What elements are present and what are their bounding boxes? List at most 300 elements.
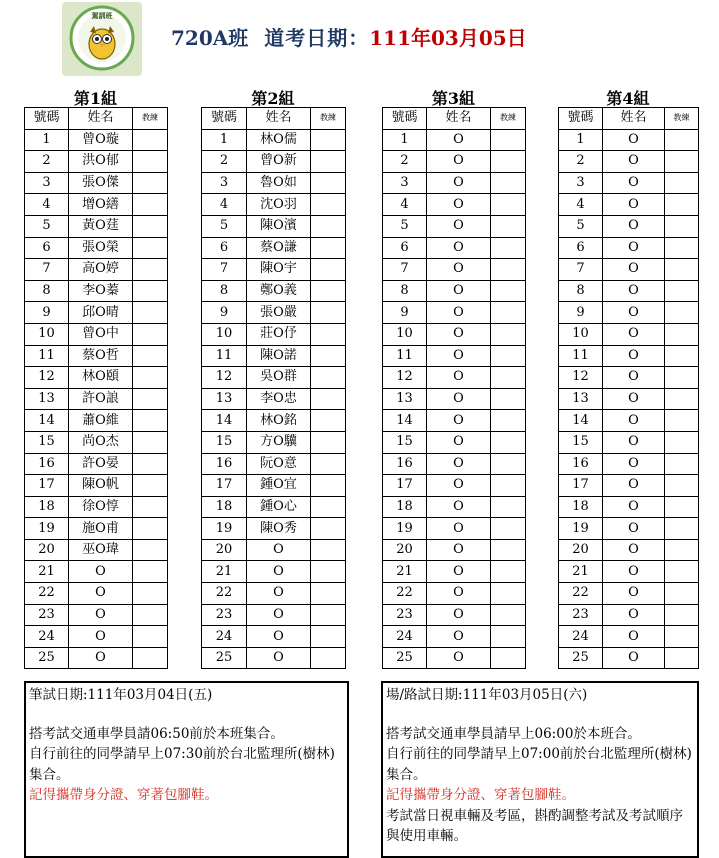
row-number: 16 <box>202 453 247 475</box>
row-number: 15 <box>202 431 247 453</box>
instructor-cell <box>491 280 526 302</box>
student-name: O <box>603 194 665 216</box>
student-name: 許O誏 <box>69 388 133 410</box>
student-name: O <box>427 626 491 648</box>
row-number: 11 <box>202 345 247 367</box>
student-name: O <box>603 345 665 367</box>
table-row <box>383 367 526 389</box>
row-number: 5 <box>202 215 247 237</box>
table-row <box>559 367 699 389</box>
table-row <box>559 453 699 475</box>
student-name: 尚O杰 <box>69 431 133 453</box>
row-number: 12 <box>202 367 247 389</box>
student-name: O <box>603 237 665 259</box>
student-name: O <box>427 496 491 518</box>
row-number: 8 <box>25 280 69 302</box>
road-exam-notice <box>381 681 699 858</box>
instructor-cell <box>311 518 346 540</box>
instructor-cell <box>665 453 699 475</box>
student-name: 黃O莛 <box>69 215 133 237</box>
table-row <box>25 604 168 626</box>
row-number: 7 <box>383 259 427 281</box>
instructor-cell <box>133 237 168 259</box>
row-number: 2 <box>383 151 427 173</box>
table-row <box>25 172 168 194</box>
school-logo <box>62 2 142 76</box>
table-row <box>25 345 168 367</box>
instructor-cell <box>133 215 168 237</box>
instructor-cell <box>491 388 526 410</box>
instructor-cell <box>665 583 699 605</box>
student-name: O <box>603 626 665 648</box>
row-number: 7 <box>559 259 603 281</box>
student-name: 蕭O維 <box>69 410 133 432</box>
row-number: 25 <box>25 647 69 669</box>
row-number: 15 <box>25 431 69 453</box>
instructor-cell <box>133 345 168 367</box>
group-title: 第2組 <box>251 89 295 108</box>
row-number: 3 <box>383 172 427 194</box>
table-row <box>25 561 168 583</box>
row-number: 24 <box>383 626 427 648</box>
student-name: 洪O郁 <box>69 151 133 173</box>
table-row <box>559 388 699 410</box>
row-number: 20 <box>25 539 69 561</box>
written-exam-notice <box>24 681 349 858</box>
student-name: O <box>247 626 311 648</box>
table-row <box>559 323 699 345</box>
row-number: 21 <box>559 561 603 583</box>
row-number: 23 <box>202 604 247 626</box>
student-name: 曾O新 <box>247 151 311 173</box>
row-number: 16 <box>25 453 69 475</box>
row-number: 7 <box>202 259 247 281</box>
row-number: 3 <box>202 172 247 194</box>
instructor-cell <box>491 583 526 605</box>
table-row <box>202 323 346 345</box>
instructor-cell <box>311 345 346 367</box>
column-header-name: 姓名 <box>247 108 311 130</box>
student-name: O <box>603 496 665 518</box>
instructor-cell <box>665 302 699 324</box>
row-number: 9 <box>25 302 69 324</box>
group-title: 第1組 <box>73 89 118 108</box>
instructor-cell <box>491 518 526 540</box>
row-number: 21 <box>383 561 427 583</box>
student-name: 林O儒 <box>247 129 311 151</box>
table-row <box>383 302 526 324</box>
student-name: O <box>603 302 665 324</box>
student-name: 蔡O哲 <box>69 345 133 367</box>
student-name: 陳O濱 <box>247 215 311 237</box>
table-row <box>383 323 526 345</box>
row-number: 13 <box>202 388 247 410</box>
instructor-cell <box>311 496 346 518</box>
instructor-cell <box>133 367 168 389</box>
instructor-cell <box>665 194 699 216</box>
student-name: O <box>603 561 665 583</box>
row-number: 12 <box>383 367 427 389</box>
table-row <box>25 626 168 648</box>
column-header-number: 號碼 <box>559 108 603 130</box>
student-name: 施O甫 <box>69 518 133 540</box>
instructor-cell <box>491 604 526 626</box>
student-name: 阮O意 <box>247 453 311 475</box>
table-row <box>383 475 526 497</box>
column-header-number: 號碼 <box>202 108 247 130</box>
table-row <box>383 129 526 151</box>
student-name: O <box>247 583 311 605</box>
table-row <box>25 129 168 151</box>
student-name: 吳O群 <box>247 367 311 389</box>
row-number: 1 <box>383 129 427 151</box>
student-name: O <box>427 453 491 475</box>
table-row <box>383 431 526 453</box>
instructor-cell <box>133 626 168 648</box>
row-number: 15 <box>559 431 603 453</box>
student-name: O <box>69 583 133 605</box>
table-row <box>383 604 526 626</box>
row-number: 20 <box>202 539 247 561</box>
table-row <box>383 647 526 669</box>
student-name: O <box>69 561 133 583</box>
owl-logo-icon <box>62 2 142 76</box>
table-row <box>25 453 168 475</box>
instructor-cell <box>311 431 346 453</box>
road-self-travel-instruction: 自行前往的同學請早上07:00前於台北監理所(樹林)集合。 <box>386 746 692 783</box>
row-number: 10 <box>25 323 69 345</box>
table-row <box>202 172 346 194</box>
table-row <box>202 215 346 237</box>
instructor-cell <box>133 431 168 453</box>
instructor-cell <box>311 647 346 669</box>
instructor-cell <box>491 626 526 648</box>
row-number: 14 <box>559 410 603 432</box>
column-header-number: 號碼 <box>383 108 427 130</box>
table-row <box>559 237 699 259</box>
instructor-cell <box>665 496 699 518</box>
table-row <box>25 367 168 389</box>
student-name: O <box>247 539 311 561</box>
instructor-cell <box>311 453 346 475</box>
row-number: 9 <box>559 302 603 324</box>
row-number: 6 <box>559 237 603 259</box>
row-number: 17 <box>25 475 69 497</box>
instructor-cell <box>133 172 168 194</box>
road-reminder: 記得攜帶身分證、穿著包腳鞋。 <box>386 787 575 803</box>
student-name: 陳O帆 <box>69 475 133 497</box>
table-row <box>383 496 526 518</box>
student-name: O <box>427 410 491 432</box>
instructor-cell <box>311 237 346 259</box>
table-row <box>559 259 699 281</box>
student-name: O <box>427 475 491 497</box>
student-name: O <box>247 604 311 626</box>
student-name: 林O頤 <box>69 367 133 389</box>
table-row <box>383 453 526 475</box>
instructor-cell <box>665 475 699 497</box>
student-name: 高O婷 <box>69 259 133 281</box>
student-name: O <box>427 367 491 389</box>
row-number: 20 <box>383 539 427 561</box>
row-number: 18 <box>383 496 427 518</box>
row-number: 11 <box>383 345 427 367</box>
table-row <box>25 475 168 497</box>
table-row <box>559 194 699 216</box>
table-row <box>202 496 346 518</box>
student-name: O <box>603 453 665 475</box>
row-number: 25 <box>383 647 427 669</box>
instructor-cell <box>133 453 168 475</box>
table-row <box>383 172 526 194</box>
student-name: O <box>427 583 491 605</box>
instructor-cell <box>133 647 168 669</box>
row-number: 22 <box>202 583 247 605</box>
instructor-cell <box>665 345 699 367</box>
instructor-cell <box>491 302 526 324</box>
student-name: 張O嚴 <box>247 302 311 324</box>
table-row <box>202 388 346 410</box>
column-header-instructor: 教練 <box>133 108 168 130</box>
table-row <box>559 647 699 669</box>
row-number: 24 <box>25 626 69 648</box>
student-name: O <box>603 172 665 194</box>
student-name: O <box>603 410 665 432</box>
instructor-cell <box>133 475 168 497</box>
instructor-cell <box>491 151 526 173</box>
table-row <box>202 237 346 259</box>
row-number: 5 <box>559 215 603 237</box>
row-number: 2 <box>202 151 247 173</box>
roster-table <box>24 107 168 669</box>
instructor-cell <box>491 496 526 518</box>
student-name: O <box>427 259 491 281</box>
student-name: O <box>603 215 665 237</box>
instructor-cell <box>665 129 699 151</box>
student-name: 許O晏 <box>69 453 133 475</box>
column-header-instructor: 教練 <box>311 108 346 130</box>
instructor-cell <box>491 367 526 389</box>
table-row <box>383 237 526 259</box>
instructor-cell <box>665 323 699 345</box>
student-name: O <box>69 626 133 648</box>
instructor-cell <box>311 539 346 561</box>
table-row <box>383 215 526 237</box>
exam-date-label: 道考日期： <box>264 26 370 50</box>
instructor-cell <box>311 583 346 605</box>
instructor-cell <box>133 604 168 626</box>
instructor-cell <box>491 345 526 367</box>
table-row <box>383 194 526 216</box>
table-row <box>202 345 346 367</box>
row-number: 12 <box>559 367 603 389</box>
written-bus-instruction: 搭考試交通車學員請06:50前於本班集合。 <box>29 725 284 742</box>
instructor-cell <box>491 453 526 475</box>
row-number: 2 <box>559 151 603 173</box>
table-row <box>202 453 346 475</box>
row-number: 19 <box>202 518 247 540</box>
table-header-row <box>383 108 526 130</box>
instructor-cell <box>491 647 526 669</box>
student-name: O <box>427 604 491 626</box>
table-row <box>25 280 168 302</box>
instructor-cell <box>133 129 168 151</box>
instructor-cell <box>665 518 699 540</box>
page-title <box>171 22 527 51</box>
table-row <box>25 388 168 410</box>
group-title: 第3組 <box>431 89 476 108</box>
table-row <box>559 561 699 583</box>
table-row <box>202 367 346 389</box>
row-number: 20 <box>559 539 603 561</box>
table-row <box>559 345 699 367</box>
instructor-cell <box>665 388 699 410</box>
road-extra-note: 考試當日視車輛及考區，斟酌調整考試及考試順序與使用車輛。 <box>386 807 683 844</box>
student-name: 曾O璇 <box>69 129 133 151</box>
student-name: O <box>603 280 665 302</box>
instructor-cell <box>133 194 168 216</box>
column-header-name: 姓名 <box>603 108 665 130</box>
row-number: 14 <box>202 410 247 432</box>
instructor-cell <box>133 518 168 540</box>
student-name: 鍾O心 <box>247 496 311 518</box>
row-number: 15 <box>383 431 427 453</box>
student-name: 巫O瑋 <box>69 539 133 561</box>
table-row <box>202 626 346 648</box>
row-number: 3 <box>25 172 69 194</box>
table-row <box>559 475 699 497</box>
instructor-cell <box>133 259 168 281</box>
row-number: 8 <box>559 280 603 302</box>
instructor-cell <box>491 431 526 453</box>
row-number: 17 <box>559 475 603 497</box>
table-row <box>25 518 168 540</box>
student-name: O <box>427 237 491 259</box>
instructor-cell <box>311 151 346 173</box>
row-number: 23 <box>383 604 427 626</box>
instructor-cell <box>665 561 699 583</box>
instructor-cell <box>133 496 168 518</box>
table-row <box>559 626 699 648</box>
row-number: 10 <box>559 323 603 345</box>
student-name: 李O蓁 <box>69 280 133 302</box>
instructor-cell <box>665 259 699 281</box>
row-number: 14 <box>25 410 69 432</box>
instructor-cell <box>491 237 526 259</box>
row-number: 2 <box>25 151 69 173</box>
student-name: O <box>427 518 491 540</box>
student-name: 林O銘 <box>247 410 311 432</box>
instructor-cell <box>133 539 168 561</box>
table-header-row <box>559 108 699 130</box>
table-row <box>202 583 346 605</box>
table-row <box>202 302 346 324</box>
table-row <box>559 302 699 324</box>
row-number: 21 <box>25 561 69 583</box>
instructor-cell <box>311 626 346 648</box>
road-bus-instruction: 搭考試交通車學員請早上06:00於本班合。 <box>386 725 641 742</box>
student-name: O <box>427 302 491 324</box>
instructor-cell <box>311 388 346 410</box>
table-row <box>202 475 346 497</box>
row-number: 4 <box>559 194 603 216</box>
row-number: 8 <box>202 280 247 302</box>
row-number: 22 <box>25 583 69 605</box>
instructor-cell <box>133 302 168 324</box>
table-row <box>383 583 526 605</box>
table-row <box>383 151 526 173</box>
row-number: 24 <box>202 626 247 648</box>
table-row <box>383 280 526 302</box>
row-number: 6 <box>25 237 69 259</box>
row-number: 4 <box>25 194 69 216</box>
svg-text:駕訓班: 駕訓班 <box>91 12 113 20</box>
class-name: 720A班 <box>171 26 249 50</box>
row-number: 25 <box>559 647 603 669</box>
row-number: 6 <box>202 237 247 259</box>
row-number: 19 <box>383 518 427 540</box>
table-row <box>25 583 168 605</box>
student-name: O <box>69 647 133 669</box>
table-row <box>383 518 526 540</box>
table-row <box>25 259 168 281</box>
table-row <box>25 215 168 237</box>
row-number: 5 <box>383 215 427 237</box>
instructor-cell <box>133 151 168 173</box>
roster-table <box>558 107 699 669</box>
row-number: 17 <box>383 475 427 497</box>
table-row <box>559 280 699 302</box>
instructor-cell <box>665 367 699 389</box>
table-row <box>25 151 168 173</box>
instructor-cell <box>491 410 526 432</box>
row-number: 13 <box>383 388 427 410</box>
row-number: 22 <box>383 583 427 605</box>
row-number: 23 <box>559 604 603 626</box>
written-self-travel-instruction: 自行前往的同學請早上07:30前於台北監理所(樹林)集合。 <box>29 746 335 783</box>
student-name: O <box>427 539 491 561</box>
student-name: O <box>427 280 491 302</box>
student-name: O <box>427 215 491 237</box>
instructor-cell <box>665 151 699 173</box>
table-header-row <box>202 108 346 130</box>
instructor-cell <box>665 647 699 669</box>
student-name: 李O忠 <box>247 388 311 410</box>
student-name: O <box>247 647 311 669</box>
instructor-cell <box>133 388 168 410</box>
exam-date-value: 111年03月05日 <box>369 26 527 50</box>
student-name: O <box>603 367 665 389</box>
row-number: 12 <box>25 367 69 389</box>
student-name: O <box>603 647 665 669</box>
row-number: 16 <box>383 453 427 475</box>
student-name: O <box>603 129 665 151</box>
row-number: 3 <box>559 172 603 194</box>
row-number: 19 <box>25 518 69 540</box>
table-row <box>25 323 168 345</box>
instructor-cell <box>311 215 346 237</box>
student-name: 增O繕 <box>69 194 133 216</box>
row-number: 13 <box>559 388 603 410</box>
student-name: 蔡O謙 <box>247 237 311 259</box>
row-number: 4 <box>383 194 427 216</box>
instructor-cell <box>665 410 699 432</box>
instructor-cell <box>311 475 346 497</box>
instructor-cell <box>665 172 699 194</box>
table-row <box>383 388 526 410</box>
instructor-cell <box>665 539 699 561</box>
table-header-row <box>25 108 168 130</box>
